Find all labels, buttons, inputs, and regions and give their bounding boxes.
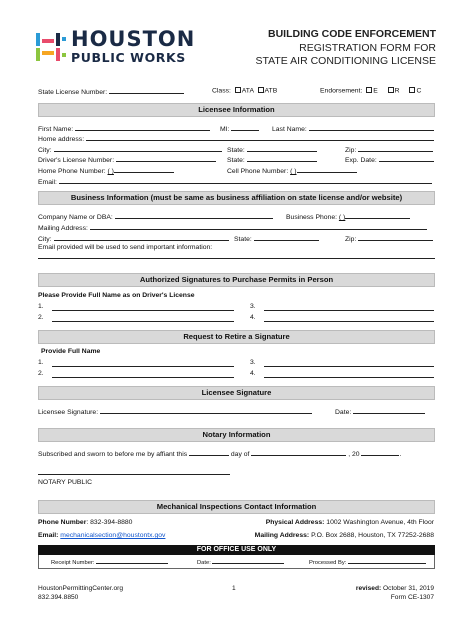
- retire-num-1: 1.: [38, 359, 44, 366]
- auth-num-1: 1.: [38, 303, 44, 310]
- business-phone-area[interactable]: ( ): [338, 214, 346, 221]
- signature-date-label: Date:: [335, 409, 352, 416]
- form-title: BUILDING CODE ENFORCEMENT: [268, 28, 436, 40]
- signature-field[interactable]: [100, 407, 312, 414]
- auth-name-2-field[interactable]: [52, 321, 234, 322]
- city-field[interactable]: [54, 145, 222, 152]
- home-phone-field[interactable]: [114, 166, 174, 173]
- auth-num-4: 4.: [250, 314, 256, 321]
- contact-phone-label: Phone Number: [38, 519, 87, 526]
- section-authorized-signatures: Authorized Signatures to Purchase Permits in Person: [38, 273, 435, 287]
- dl-state-field[interactable]: [247, 155, 317, 162]
- zip-label: Zip:: [345, 147, 357, 154]
- receipt-field[interactable]: [96, 559, 168, 564]
- contact-email-label: Email:: [38, 532, 59, 539]
- office-date-label: Date:: [197, 560, 211, 566]
- mi-row: [220, 124, 259, 133]
- city-label: City:: [38, 147, 52, 154]
- cell-phone-label: Cell Phone Number:: [227, 168, 289, 175]
- notary-sworn-row: [38, 449, 401, 458]
- zip-field[interactable]: [358, 145, 433, 152]
- email-note: Email provided will be used to send important information:: [38, 244, 213, 251]
- business-phone-field[interactable]: [345, 212, 410, 219]
- exp-date-row: [345, 155, 434, 164]
- ata-checkbox[interactable]: [235, 87, 241, 93]
- retire-num-3: 3.: [250, 359, 256, 366]
- dl-state-row: [227, 155, 317, 164]
- contact-physical-value: 1002 Washington Avenue, 4th Floor: [326, 519, 434, 526]
- state-label: State:: [227, 147, 245, 154]
- last-name-label: Last Name:: [272, 126, 307, 133]
- r-label: R: [394, 87, 400, 95]
- contact-phone-value: : 832-394-8880: [86, 519, 133, 526]
- retire-num-2: 2.: [38, 370, 44, 377]
- contact-mailing-value: P.O. Box 2688, Houston, TX 77252-2688: [311, 532, 434, 539]
- e-label: E: [373, 87, 378, 95]
- mailing-row: [38, 223, 427, 232]
- footer-form-number: Form CE-1307: [390, 594, 434, 601]
- atb-label: ATB: [264, 87, 278, 95]
- notary-year-field[interactable]: [361, 449, 402, 458]
- endorsement-group: [320, 87, 421, 95]
- houston-public-works-logo-icon: [36, 31, 66, 63]
- notary-day-field[interactable]: [189, 449, 229, 456]
- processed-group: [309, 559, 426, 566]
- email-row: [38, 177, 432, 186]
- company-field[interactable]: [115, 212, 273, 219]
- signature-row: [38, 407, 312, 416]
- city-row: [38, 145, 222, 154]
- section-licensee-signature: Licensee Signature: [38, 386, 435, 400]
- mailing-label: Mailing Address:: [38, 225, 88, 232]
- class-group: [212, 87, 277, 95]
- biz-state-label: State:: [234, 236, 252, 243]
- business-phone-row: [286, 212, 410, 221]
- retire-instruction: Provide Full Name: [41, 348, 101, 355]
- biz-state-row: [234, 234, 319, 243]
- endorsement-label: Endorsement:: [320, 87, 363, 95]
- c-checkbox[interactable]: [409, 87, 415, 93]
- mi-field[interactable]: [231, 124, 259, 131]
- section-licensee-info: Licensee Information: [38, 103, 435, 117]
- footer-site: HoustonPermittingCenter.org: [38, 585, 124, 592]
- cell-phone-field[interactable]: [297, 166, 357, 173]
- office-use-row: [38, 555, 435, 569]
- signature-date-row: [335, 407, 425, 416]
- office-use-banner: FOR OFFICE USE ONLY: [38, 545, 435, 555]
- zip-row: [345, 145, 433, 154]
- footer-revised-date: October 31, 2019: [383, 585, 434, 592]
- section-business-info: Business Information (must be same as business affiliation on state license and/or website): [38, 191, 435, 205]
- retire-name-1-field[interactable]: [52, 366, 234, 367]
- form-subtitle2: STATE AIR CONDITIONING LICENSE: [255, 55, 436, 67]
- brand-line1: HOUSTON: [71, 27, 196, 51]
- biz-zip-field[interactable]: [358, 234, 433, 241]
- first-name-label: First Name:: [38, 126, 74, 133]
- state-field[interactable]: [247, 145, 317, 152]
- first-name-row: [38, 124, 210, 133]
- biz-state-field[interactable]: [254, 234, 319, 241]
- auth-num-2: 2.: [38, 314, 44, 321]
- notary-public-label: NOTARY PUBLIC: [38, 479, 93, 486]
- exp-date-field[interactable]: [379, 155, 434, 162]
- contact-phone-row: [38, 519, 132, 526]
- notary-day-of: day of: [230, 451, 250, 458]
- footer-page-number: 1: [232, 585, 236, 592]
- home-phone-row: [38, 166, 174, 175]
- section-contact-info: Mechanical Inspections Contact Information: [38, 500, 435, 514]
- biz-zip-row: [345, 234, 433, 243]
- atb-checkbox[interactable]: [258, 87, 264, 93]
- email-label: Email:: [38, 179, 57, 186]
- processed-label: Processed By:: [309, 560, 347, 566]
- processed-field[interactable]: [348, 559, 426, 564]
- c-label: C: [416, 87, 422, 95]
- cell-phone-area[interactable]: ( ): [290, 168, 297, 175]
- brand-line2: PUBLIC WORKS: [71, 50, 186, 65]
- contact-physical-label: Physical Address:: [265, 519, 325, 526]
- notary-period: .: [399, 451, 402, 458]
- contact-mailing-row: [255, 532, 434, 539]
- form-subtitle1: REGISTRATION FORM FOR: [299, 42, 436, 54]
- home-phone-area[interactable]: ( ): [107, 168, 114, 175]
- cell-phone-row: [227, 166, 357, 175]
- contact-email-link[interactable]: mechanicalsection@houstontx.gov: [60, 532, 166, 539]
- exp-date-label: Exp. Date:: [345, 157, 377, 164]
- dl-field[interactable]: [116, 155, 216, 162]
- biz-city-label: City:: [38, 236, 52, 243]
- biz-zip-label: Zip:: [345, 236, 357, 243]
- r-checkbox[interactable]: [388, 87, 394, 93]
- auth-name-1-field[interactable]: [52, 310, 234, 311]
- dl-label: Driver's License Number:: [38, 157, 115, 164]
- state-row: [227, 145, 317, 154]
- authorized-instruction: Please Provide Full Name as on Driver's License: [38, 292, 195, 299]
- retire-num-4: 4.: [250, 370, 256, 377]
- company-label: Company Name or DBA:: [38, 214, 113, 221]
- footer-revised: [356, 585, 434, 592]
- business-email-field[interactable]: [38, 258, 435, 259]
- notary-sworn-text: Subscribed and sworn to before me by affiant this: [38, 451, 188, 458]
- contact-physical-row: [266, 519, 434, 526]
- home-address-row: [38, 134, 434, 143]
- retire-name-4-field[interactable]: [264, 377, 434, 378]
- class-label: Class:: [212, 87, 231, 95]
- retire-name-2-field[interactable]: [52, 377, 234, 378]
- first-name-field[interactable]: [75, 124, 210, 131]
- home-phone-label: Home Phone Number:: [38, 168, 106, 175]
- state-license-field[interactable]: [109, 87, 184, 94]
- top-row: [38, 87, 184, 96]
- section-retire-signature: Request to Retire a Signature: [38, 330, 435, 344]
- auth-name-4-field[interactable]: [264, 321, 434, 322]
- dl-row: [38, 155, 216, 164]
- last-name-field[interactable]: [309, 124, 434, 131]
- footer-phone: 832.394.8850: [38, 594, 79, 601]
- home-address-field[interactable]: [86, 134, 434, 141]
- footer-revised-label: revised:: [355, 585, 382, 592]
- business-phone-label: Business Phone:: [286, 214, 338, 221]
- ata-label: ATA: [241, 87, 254, 95]
- company-row: [38, 212, 273, 221]
- office-date-group: [197, 559, 284, 566]
- last-name-row: [272, 124, 434, 133]
- dl-state-label: State:: [227, 157, 245, 164]
- contact-email-row: [38, 532, 165, 539]
- retire-name-3-field[interactable]: [264, 366, 434, 367]
- biz-city-row: [38, 234, 229, 243]
- notary-signature-field[interactable]: [38, 474, 230, 475]
- contact-mailing-label: Mailing Address:: [254, 532, 310, 539]
- notary-year-prefix: , 20: [348, 451, 360, 458]
- e-checkbox[interactable]: [366, 87, 372, 93]
- mailing-field[interactable]: [90, 223, 427, 230]
- section-notary-info: Notary Information: [38, 428, 435, 442]
- notary-month-field[interactable]: [251, 449, 346, 456]
- signature-date-field[interactable]: [353, 407, 425, 414]
- auth-num-3: 3.: [250, 303, 256, 310]
- signature-label: Licensee Signature:: [38, 409, 99, 416]
- receipt-group: [51, 559, 168, 566]
- biz-city-field[interactable]: [54, 234, 229, 241]
- mi-label: MI:: [220, 126, 230, 133]
- state-license-label: State License Number:: [38, 89, 108, 96]
- email-field[interactable]: [59, 177, 432, 184]
- receipt-label: Receipt Number:: [51, 560, 95, 566]
- auth-name-3-field[interactable]: [264, 310, 434, 311]
- home-address-label: Home address:: [38, 136, 85, 143]
- office-date-field[interactable]: [212, 559, 284, 564]
